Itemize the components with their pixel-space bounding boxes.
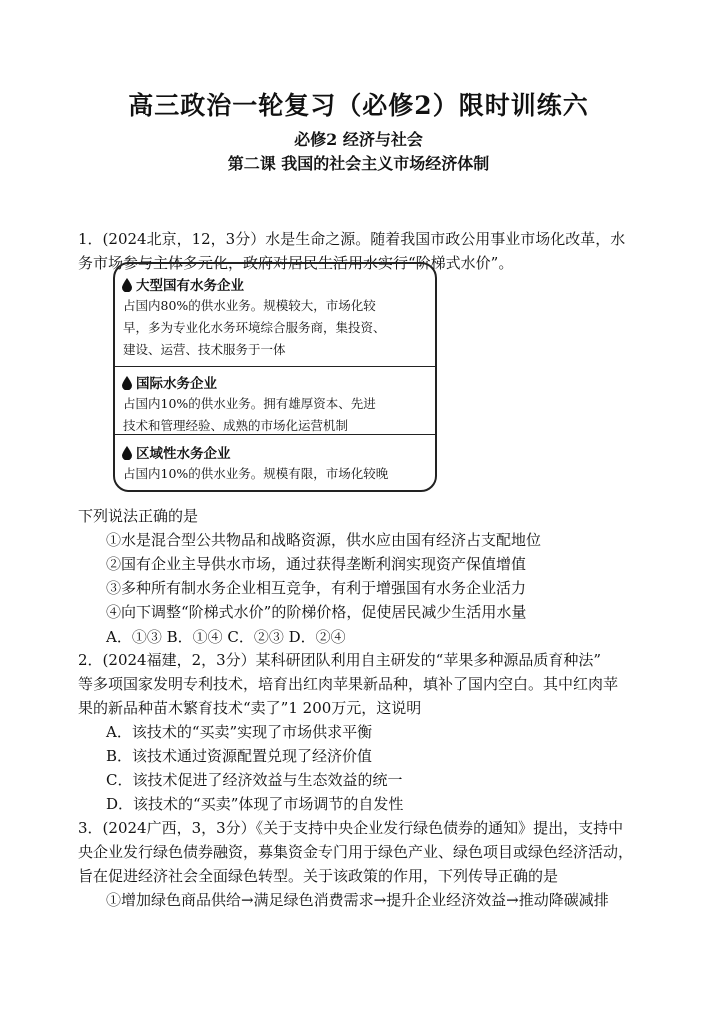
q1-choices: A．①③ B．①④ C．②③ D．②④ [106,628,346,646]
q2-line2: 等多项国家发明专利技术，培育出红肉苹果新品种，填补了国内空白。其中红肉苹 [78,675,619,693]
q2-line1: 2．(2024福建，2，3分）某科研团队利用自主研发的“苹果多种源品质育种法” [78,651,601,669]
section-text: 技术和管理经验、成熟的市场化运营机制 [123,418,349,433]
q2-choice-a: A．该技术的“买卖”实现了市场供求平衡 [106,723,373,741]
q2-choice-b: B．该技术通过资源配置兑现了经济价值 [106,747,373,765]
section-title: 大型国有水务企业 [136,278,244,294]
water-drop-icon [121,278,133,292]
section-text: 建设、运营、技术服务于一体 [123,342,286,357]
figure-divider [115,366,435,367]
lesson-subtitle: 第二课 我国的社会主义市场经济体制 [227,154,490,173]
water-drop-icon [121,376,133,390]
q1-line1: 1．(2024北京，12，3分）水是生命之源。随着我国市政公用事业市场化改革，水 [78,230,626,248]
section-text: 早，多为专业化水务环境综合服务商，集投资、 [123,320,386,335]
figure-section-international [115,368,435,436]
figure-divider [115,434,435,435]
section-title: 区域性水务企业 [136,446,231,462]
q3-line3: 旨在促进经济社会全面绿色转型。关于该政策的作用，下列传导正确的是 [78,867,559,885]
q1-option-1: ①水是混合型公共物品和战略资源，供水应由国有经济占支配地位 [106,531,542,549]
q2-choice-d: D．该技术的“买卖”体现了市场调节的自发性 [106,795,404,813]
q3-line1: 3．(2024广西，3，3分）《关于支持中央企业发行绿色债券的通知》提出，支持中 [78,819,624,837]
water-drop-icon [121,446,133,460]
q1-option-4: ④向下调整“阶梯式水价”的阶梯价格，促使居民减少生活用水量 [106,603,527,621]
section-title: 国际水务企业 [136,376,217,392]
q2-choice-c: C．该技术促进了经济效益与生态效益的统一 [106,771,403,789]
q1-stem: 下列说法正确的是 [78,507,199,525]
q3-option-1: ①增加绿色商品供给→满足绿色消费需求→提升企业经济效益→推动降碳减排 [106,891,609,909]
section-text: 占国内10%的供水业务。规模有限，市场化较晚 [123,466,389,481]
section-text: 占国内80%的供水业务。规模较大，市场化较 [123,298,376,313]
page-title: 高三政治一轮复习（必修2）限时训练六 [128,91,589,120]
figure-section-state-owned [115,264,435,364]
module-subtitle: 必修2 经济与社会 [294,130,423,149]
q3-line2: 央企业发行绿色债券融资，募集资金专门用于绿色产业、绿色项目或绿色经济活动， [78,843,634,861]
section-text: 占国内10%的供水业务。拥有雄厚资本、先进 [123,396,376,411]
figure-section-regional [115,436,435,490]
q2-line3: 果的新品种苗木繁育技术“卖了”1 200万元，这说明 [78,699,422,717]
q1-line2: 务市场参与主体多元化，政府对居民生活用水实行“阶梯式水价”。 [78,254,514,272]
water-enterprise-figure [113,262,437,492]
q1-option-2: ②国有企业主导供水市场，通过获得垄断利润实现资产保值增值 [106,555,527,573]
q1-option-3: ③多种所有制水务企业相互竞争，有利于增强国有水务企业活力 [106,579,527,597]
